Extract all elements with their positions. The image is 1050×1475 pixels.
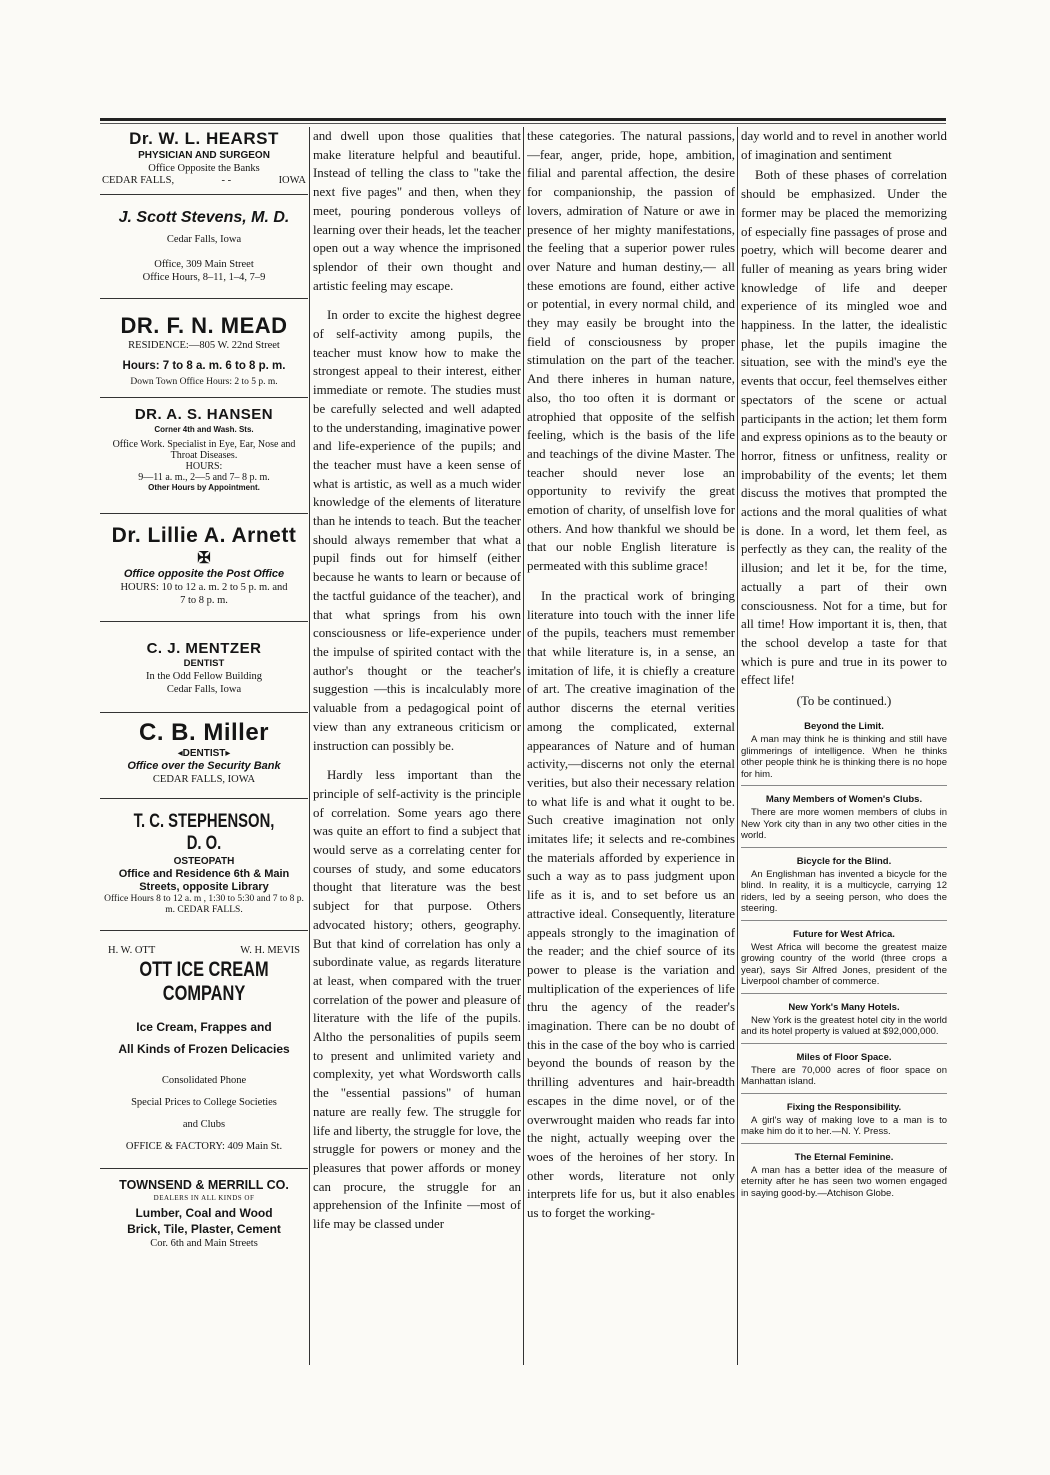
ad-hours: Hours: 7 to 8 a. m. 6 to 8 p. m.	[122, 360, 286, 372]
ad-office: Office opposite the Post Office	[123, 568, 285, 580]
ad-downtown-hours: Down Town Office Hours: 2 to 5 p. m.	[130, 377, 278, 387]
ad-city: CEDAR FALLS, IOWA	[152, 774, 256, 785]
ad-address: Cor. 6th and Main Streets	[150, 1238, 258, 1249]
ad-title: OSTEOPATH	[173, 856, 235, 867]
ad-city: CEDAR FALLS,	[102, 175, 175, 186]
ad-clubs: and Clubs	[182, 1119, 226, 1130]
ad-mead	[100, 299, 308, 398]
ad-factory: OFFICE & FACTORY: 409 Main St.	[125, 1141, 283, 1152]
ad-city-row	[102, 175, 306, 186]
ad-stephenson	[100, 799, 308, 931]
article-paragraph: Both of these phases of correlation should be emphasized. Under the former may be placed the memorizing of especially fine passages of prose and poetry, which will become dearer and fuller of meaning as years bring wider knowledge of life and deeper experience of its mingled woe and happiness. In the latter, the idealistic phase, let the pupils imagine the situation, see with the mind's eye the events that occur, feel themselves either spectators of the scene or actual participants in the action; let them form and express opinions as to the beauty or horror, fitness or unfitness, reality or improbability of the events; let them discuss the motives that prompted the actions and the moral qualities of what is done. In a word, let them feel, as perfectly as they can, the reality of the illusion; and let it be, for the time, actually a part of their own consciousness. Not for a time, but for all time! How important it is, then, that the school develop a taste for that which is pure and true in its power to effect life!	[741, 168, 947, 688]
ad-office: Office and Residence 6th & Main Streets, opposite Library	[118, 868, 290, 893]
top-rule	[100, 118, 946, 121]
ad-miller	[100, 713, 308, 799]
ad-city: Cedar Falls, Iowa	[166, 234, 242, 245]
ad-name: OTT ICE CREAM COMPANY	[139, 958, 269, 1005]
ad-name: C. J. MENTZER	[146, 640, 262, 657]
brief-heading: Many Members of Women's Clubs.	[765, 794, 923, 806]
ad-townsend	[100, 1169, 308, 1258]
ad-name-wrap	[102, 958, 306, 1006]
ad-name: Dr. Lillie A. Arnett	[111, 524, 297, 547]
ad-name: DR. A. S. HANSEN	[134, 406, 274, 423]
column-divider	[309, 127, 310, 1365]
brief-body: A girl's way of making love to a man is to make him do it to her.—N. Y. Press.	[741, 1114, 947, 1138]
ad-dealers: DEALERS IN ALL KINDS OF	[153, 1194, 255, 1202]
brief-body: A man may think he is thinking and still have glimmerings of intelligence. When he thinks other people think he is thinking there is no hope for him.	[741, 734, 947, 780]
brief-body: There are 70,000 acres of floor space on Manhattan island.	[741, 1064, 947, 1088]
ad-ott	[100, 931, 308, 1169]
brief-heading: Bicycle for the Blind.	[796, 855, 892, 867]
brief-item	[741, 1102, 947, 1144]
ad-work: Office Work. Specialist in Eye, Ear, Nose and Throat Diseases.	[112, 439, 296, 461]
ad-mentzer	[100, 622, 308, 713]
arrow-right-icon: ▸	[225, 748, 231, 759]
brief-body: There are more women members of clubs in New York city than in any two other cities in the world.	[741, 807, 947, 842]
ad-hours: 9—11 a. m., 2—5 and 7– 8 p. m.	[138, 472, 270, 483]
ad-hours: Office Hours 8 to 12 a. m , 1:30 to 5:30 and 7 to 8 p. m.	[104, 894, 304, 915]
ad-name: TOWNSEND & MERRILL CO.	[119, 1178, 289, 1192]
article-column-3	[527, 127, 735, 1360]
ad-name: J. Scott Stevens, M. D.	[118, 209, 290, 226]
ad-other-hours: Other Hours by Appointment.	[148, 483, 260, 492]
brief-heading: The Eternal Feminine.	[794, 1151, 894, 1163]
ad-building: In the Odd Fellow Building	[145, 671, 263, 682]
article-paragraph: day world and to revel in another world of imagination and sentiment	[741, 129, 947, 162]
ad-title: DENTIST	[183, 658, 225, 669]
to-be-continued: (To be continued.)	[796, 694, 892, 709]
ad-line: All Kinds of Frozen Delicacies	[118, 1042, 290, 1056]
brief-heading: New York's Many Hotels.	[788, 1001, 900, 1013]
ad-corner: Corner 4th and Wash. Sts.	[154, 425, 254, 434]
article-column-2	[313, 127, 521, 1360]
ad-name: DR. F. N. MEAD	[120, 313, 288, 338]
ad-residence: RESIDENCE:—805 W. 22nd Street	[128, 340, 280, 351]
article-column-4	[741, 127, 947, 1360]
ad-phone: Consolidated Phone	[161, 1075, 247, 1086]
briefs	[741, 721, 947, 1204]
column-divider	[523, 127, 524, 1365]
article-paragraph: In the practical work of bringing literature into touch with the inner life of the pupils, teachers must remember that while literature is, in a sense, an imitation of life, it is chiefly a creature of art. The creative imagination of the author discerns the eternal verities among the complicated, external appearances of Nature and of human activity,—discerns not only the eternal verities, but also their necessary relation to what life is and what it ought to be. Such creative imagination not only imitates life; it selects and re-combines the materials afforded by experience in such a way as to pass judgment upon life as it is, and to set before us an attractive ideal. Consequently, literature appeals strongly to the imagination of the reader; and the chief source of its power to please is the variation and multiplication of the experiences of life thru the agency of the reader's imagination. There can be no doubt of this in the case of the boy who is carried beyond the bounds of reason by the thrilling adventures and hair-breadth escapes in the dime novel, or of the overwrought maiden who reads far into the night, actually weeping over the woes of the heroines of her story. In other words, literature not only interprets life for us, but it also enables us to forget the working-	[527, 588, 735, 1221]
brief-body: An Englishman has invented a bicycle for the blind. In reality, it is a multicycle, carrying 12 riders, led by a seeing person, who does the steering.	[741, 868, 947, 915]
brief-item	[741, 929, 947, 994]
ad-name: Dr. W. L. HEARST	[129, 129, 279, 148]
ad-hansen	[100, 398, 308, 514]
brief-body: A man has a better idea of the measure of eternity after he has seen two women engaged in saying good-by.—Atchison Globe.	[741, 1164, 947, 1199]
ad-stevens	[100, 195, 308, 299]
brief-item	[741, 1002, 947, 1044]
ads-column	[100, 127, 308, 1360]
ad-title: DENTIST	[182, 748, 226, 759]
ad-hours: Office Hours, 8–11, 1–4, 7–9	[142, 272, 266, 283]
ad-city: CEDAR FALLS.	[177, 905, 243, 915]
ad-line: Office Opposite the Banks	[148, 163, 260, 174]
ad-separator: - -	[221, 175, 232, 186]
ad-hours-row	[102, 894, 306, 916]
brief-item	[741, 856, 947, 921]
ad-name: C. B. Miller	[138, 719, 270, 746]
arrow-left-icon: ◂	[177, 748, 183, 759]
brief-body: New York is the greatest hotel city in the world and its hotel property is valued at $92,000,000.	[741, 1014, 947, 1038]
top-rule-thin	[100, 123, 946, 124]
ad-name: T. C. STEPHENSON, D. O.	[133, 811, 275, 854]
ad-owner: H. W. OTT	[108, 945, 156, 956]
column-divider	[737, 127, 738, 1365]
ad-title: PHYSICIAN AND SURGEON	[138, 150, 270, 161]
ad-office: Office over the Security Bank	[127, 760, 281, 772]
brief-heading: Fixing the Responsibility.	[786, 1101, 902, 1113]
ad-name-wrap	[102, 811, 306, 855]
ad-arnett	[100, 514, 308, 622]
ad-hours: HOURS: 10 to 12 a. m. 2 to 5 p. m. and 7 to 8 p. m.	[120, 582, 288, 606]
ad-line: Ice Cream, Frappes and	[136, 1020, 272, 1034]
brief-item	[741, 721, 947, 786]
brief-heading: Beyond the Limit.	[804, 721, 884, 733]
article-paragraph: Hardly less important than the principle of self-activity is the principle of correlation. Some years ago there was quite an effort to find a subject that would serve as a correlating center for courses of study, and some educators thought that literature was the best subject for that purpose. Others advocated history; others, geography. But that kind of correlation has only a subordinate value, as regards literature at least, when compared with the truer correlation of the power and pleasure of literature with the life of the pupils. Altho the personalities of pupils seem to present and unlimited variety and complexity, yet what Wordsworth calls the "essential passions" of human nature are really few. The struggle for life and liberty, the struggle for love, the struggle for powers or money and the pleasures that power affords or money can procure, the struggle for an apprehension of the Infinite —most of life may be classed under	[313, 768, 521, 1232]
brief-heading: Future for West Africa.	[793, 928, 895, 940]
ad-owners	[102, 945, 306, 956]
brief-item	[741, 1052, 947, 1094]
ad-line: Lumber, Coal and Wood	[135, 1206, 273, 1220]
brief-item	[741, 1152, 947, 1205]
ad-line: Brick, Tile, Plaster, Cement	[127, 1222, 281, 1236]
ad-office: Office, 309 Main Street	[154, 259, 254, 270]
article-paragraph: In order to excite the highest degree of self-activity among pupils, the teacher must know how to make the strongest appeal to their interest, either immediate or remote. The studies must be carefully selected and well adapted to the understanding, imaginative power and life-experience of the pupils; and the teacher must have a keen sense of what is artistic, as well as a much wider knowledge of the elements of literature than he intends to teach. But the teacher should always remember that what a pupil finds out for himself (either because he wants to learn or because of the tactful guidance of the teacher), and that what springs from his own consciousness or life-experience under the impulse of spirited contact with the author's thought or the teacher's suggestion —this is incalculably more valuable from a pedagogical point of view than any extraneous criticism or instruction can possibly be.	[313, 308, 521, 753]
ad-hearst	[100, 127, 308, 195]
ad-owner: W. H. MEVIS	[240, 945, 300, 956]
brief-item	[741, 794, 947, 848]
article-paragraph: these categories. The natural passions,—fear, anger, pride, hope, ambition, filial and parental affection, the desire for companionship, the passion of lovers, admiration of Nature or awe in presence of her mighty manifestations, the feeling that a superior power rules over Nature and human destiny,— all these emotions are found, either active or potential, in every normal child, and they may easily be brought into the field of consciousness by proper stimulation on the part of the teacher. And there inheres in human nature, also, tho too often it is dormant or atrophied that opposite of the selfish feeling, which is the basis of the life and teachings of the divine Master. The teacher should never lose an opportunity to revivify the great emotion of charity, of unselfish love for others. And how thankful we should be that our noble English literature is permeated with this sublime grace!	[527, 129, 735, 574]
ad-city: Cedar Falls, Iowa	[166, 684, 242, 695]
ad-special: Special Prices to College Societies	[131, 1097, 277, 1108]
ad-state: IOWA	[278, 175, 306, 186]
ornament-icon: ✠	[197, 550, 211, 567]
article-paragraph: and dwell upon those qualities that make literature helpful and beautiful. Instead of telling the class to "take the next five pages" and then, when they meet, pouring ponderous volleys of learning over their heads, let the teacher open out a way whence the imprisoned splendor of their own thought and artistic feeling may escape.	[313, 129, 521, 293]
ad-hours-label: HOURS:	[185, 461, 223, 472]
brief-heading: Miles of Floor Space.	[796, 1051, 892, 1063]
brief-body: West Africa will become the greatest maize growing country of the world (three crops a year), says Sir Alfred Jones, president of the Liverpool chamber of commerce.	[741, 941, 947, 988]
